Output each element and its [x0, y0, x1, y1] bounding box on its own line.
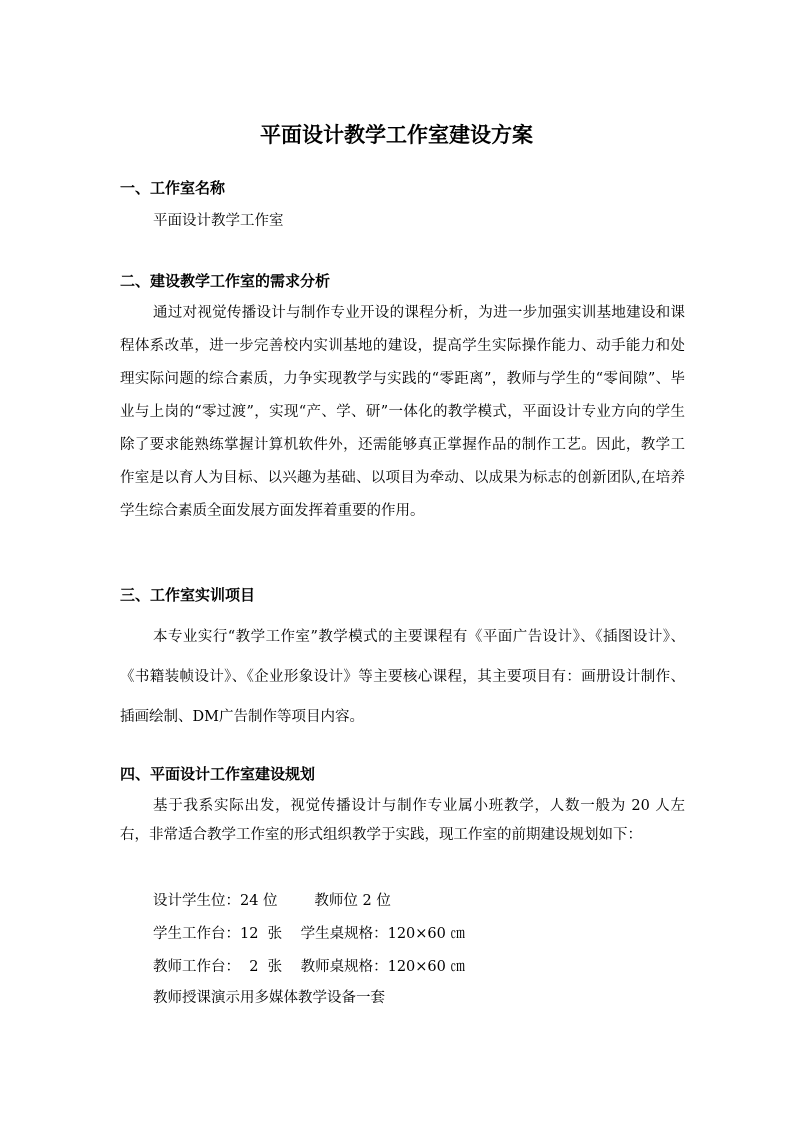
projects-paragraph: 本专业实行“教学工作室”教学模式的主要课程有《平面广告设计》、《插图设计》、《书籍装帧设计》、《企业形象设计》等主要核心课程，其主要项目有：画册设计制作、插画绘制、DM广告制作等项目内容。	[120, 629, 685, 725]
plan-item-teacher-desks: 教师工作台： 2 张 教师桌规格：120×60 ㎝	[153, 959, 465, 975]
plan-item-seats: 设计学生位：24 位 教师位 2 位	[153, 893, 391, 909]
document-title: 平面设计教学工作室建设方案	[260, 123, 533, 147]
studio-name-text: 平面设计教学工作室	[153, 213, 284, 229]
needs-analysis-paragraph: 通过对视觉传播设计与制作专业开设的课程分析，为进一步加强实训基地建设和课程体系改革，进一步完善校内实训基地的建设，提高学生实际操作能力、动手能力和处理实际问题的综合素质，力争实现教学与实践的“零距离”，教师与学生的“零间隙”、毕业与上岗的“零过渡”，实现“产、学、研”一体化的教学模式，平面设计专业方向的学生除了要求能熟练掌握计算机软件外，还需能够真正掌握作品的制作工艺。因此，教学工作室是以育人为目标、以兴趣为基础、以项目为牵动、以成果为标志的创新团队,在培养学生综合素质全面发展方面发挥着重要的作用。	[120, 305, 685, 519]
section-heading-name: 一、工作室名称	[120, 179, 226, 197]
plan-item-multimedia: 教师授课演示用多媒体教学设备一套	[153, 990, 385, 1006]
plan-paragraph: 基于我系实际出发，视觉传播设计与制作专业属小班教学，人数一般为 20 人左右，非常适合教学工作室的形式组织教学于实践，现工作室的前期建设规划如下：	[120, 798, 685, 843]
section-heading-projects: 三、工作室实训项目	[120, 586, 256, 604]
plan-item-student-desks: 学生工作台：12 张 学生桌规格：120×60 ㎝	[153, 926, 465, 942]
section-heading-plan: 四、平面设计工作室建设规划	[120, 765, 316, 783]
section-heading-needs: 二、建设教学工作室的需求分析	[120, 272, 331, 290]
